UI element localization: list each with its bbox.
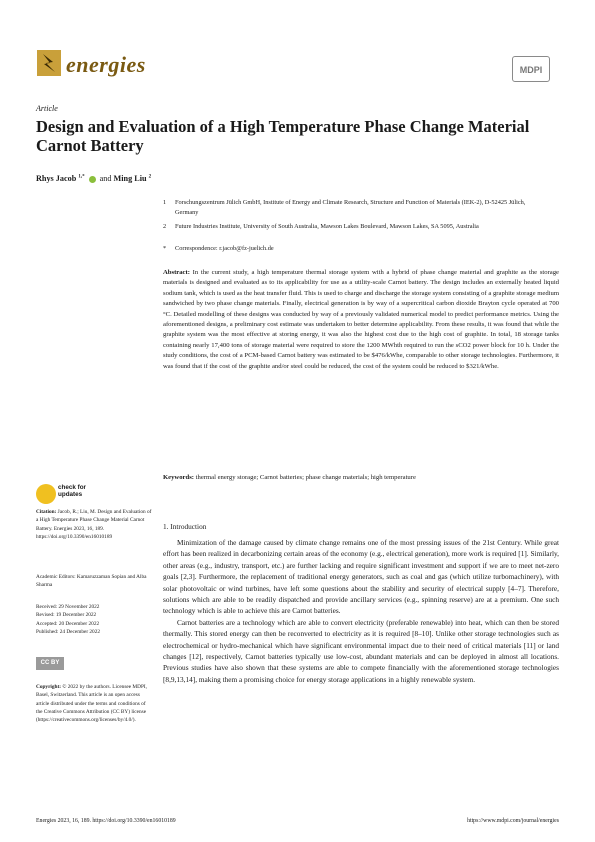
author-name[interactable]: Ming Liu xyxy=(113,174,147,183)
correspondence xyxy=(163,244,550,254)
page-title: Design and Evaluation of a High Temperature Phase Change Material Carnot Battery xyxy=(36,117,530,155)
body-paragraph: Carnot batteries are a technology which are able to convert electricity (preferable renewable) into heat, which can then be stored thermally. This stored energy can then be reconverted to electricity as it is required [8–10]. Unlike other storage technologies such as electrochemical or hydro-mechanical which have significant environmental impact due to their need of critical materials [11] or land changes [12], respectively, Carnot batteries typically use low-cost, abundant materials and can be deployed in almost all locations. Previous studies have also shown that these systems are able to compete financially with the aforementioned storage technologies [8,9,13,14], making them a promising choice for energy storage applications in a highly renewable system. xyxy=(163,617,559,684)
author-affiliation-marker: 1,* xyxy=(78,174,85,180)
date-value: 29 November 2022 xyxy=(58,604,100,610)
citation xyxy=(36,508,152,541)
cc-license-badge[interactable]: CC BY xyxy=(36,657,64,670)
check-line: check for xyxy=(58,484,86,491)
editors-label: Academic Editors: xyxy=(36,574,76,580)
publisher-logo: MDPI xyxy=(512,56,550,82)
abstract-text: In the current study, a high temperature thermal storage system with a hybrid of phase change material and graphite as the storage materials is designed and evaluated as to its applicability for use as a utility-scale Carnot battery. The design includes an externally heated liquid sodium tank, which is used as the heat transfer fluid. This is used to charge and discharge the storage system consisting of a graphite storage medium sandwiched by two phase change materials. Finally, electrical generation is by way of a supercritical carbon dioxide Brayton cycle operated at 700 °C. Detailed modelling of these designs was conducted by way of a previously validated numerical model to predict performance metrics. Using the aforementioned designs, a preliminary cost estimate was undertaken to better determine applicability. From these results, it was found that while the graphite system was the most effective at storing energy, it was also the highest cost due to the high cost of graphite. In total, 18 storage tanks containing nearly 17,400 tons of storage material were required to store the 1200 MWhth required to run the sCO2 power block for 10 h. Under the study conditions, the cost of a PCM-based Carnot battery was estimated to be $476/kWhe, comparable to other storage technologies. Furthermore, it was found that if the cost of the graphite and/or steel could be reduced, the cost of the system could be reduced to $321/kWhe. xyxy=(163,269,559,370)
correspondence-text: Correspondence: r.jacob@fz-juelich.de xyxy=(175,245,274,252)
date-row xyxy=(36,603,152,611)
author-list xyxy=(36,174,151,183)
footer-citation[interactable]: Energies 2023, 16, 189. https://doi.org/10.3390/en16010189 xyxy=(36,818,176,824)
copyright-text: © 2022 by the authors. Licensee MDPI, Basel, Switzerland. This article is an open access article distributed under the terms and conditions of the Creative Commons Attribution (CC BY) license (https://creativecommons.org/licenses/by/4.0/). xyxy=(36,684,147,724)
author-connector: and xyxy=(99,174,112,183)
check-line: updates xyxy=(58,491,83,498)
publication-dates xyxy=(36,603,152,636)
date-label: Received: xyxy=(36,604,58,610)
affiliation xyxy=(163,222,550,232)
affiliation-number: 2 xyxy=(163,223,167,230)
affiliation-text: Future Industries Institute, University of South Australia, Mawson Lakes Boulevard, Mawson Lakes, SA 5095, Australia xyxy=(175,223,479,230)
date-label: Accepted: xyxy=(36,620,58,627)
section-heading: 1. Introduction xyxy=(163,522,207,531)
copyright-label: Copyright: xyxy=(36,684,62,690)
date-row xyxy=(36,611,152,619)
citation-text: Jacob, R.; Liu, M. Design and Evaluation of a High Temperature Phase Change Material Carnot Battery. Energies 2023, 16, 189. https://doi.org/10.3390/en16010189 xyxy=(36,509,152,540)
affiliation-text: Forschungszentrum Jülich GmbH, Institute of Energy and Climate Research, Structure and Function of Materials (IEK-2), D-52425 Jülich, Germany xyxy=(175,199,526,216)
date-row xyxy=(36,628,152,636)
editors-text: Kamaruzzaman Sopian and Alba Sharma xyxy=(36,574,147,589)
date-label: Published: xyxy=(36,628,59,635)
copyright xyxy=(36,683,152,724)
academic-editors xyxy=(36,573,152,590)
affiliation-number: * xyxy=(163,245,167,252)
check-for-updates-icon[interactable] xyxy=(36,484,56,504)
date-label: Revised: xyxy=(36,612,55,619)
date-value: 20 December 2022 xyxy=(58,620,100,627)
date-row xyxy=(36,620,152,628)
orcid-icon[interactable] xyxy=(89,176,96,183)
affiliation xyxy=(163,198,550,217)
journal-name: energies xyxy=(66,52,146,77)
body-text xyxy=(163,537,559,685)
journal-logo-icon xyxy=(37,50,61,76)
date-value: 19 December 2022 xyxy=(55,612,97,619)
abstract xyxy=(163,268,559,372)
keywords-text: thermal energy storage; Carnot batteries; phase change materials; high temperature xyxy=(195,474,416,481)
date-value: 24 December 2022 xyxy=(59,628,101,635)
abstract-label: Abstract: xyxy=(163,269,190,276)
body-paragraph: Minimization of the damage caused by climate change remains one of the most pressing issues of the 21st Century. While great effort has been realized in decarbonizing certain areas of the economy (e.g., electrical generation), more work is required [1]. Similarly, other areas (e.g., industry, transport, etc.) are further lacking and require significant investment and support if we are to meet net-zero goals [2,3]. Furthermore, the replacement of traditional energy generators, such as coal and gas (which utilize turbomachinery), with solar photovoltaic or wind turbines, have left some questions about the stability and security of electrical supply [4–7]. Therefore, solutions which are able to be readily dispatched and provide ancillary services (e.g., spinning reserve) are at a premium. One such technology which is able to achieve this are Carnot batteries. xyxy=(163,538,559,616)
author-name[interactable]: Rhys Jacob xyxy=(36,174,77,183)
affiliation-number: 1 xyxy=(163,199,167,206)
author-affiliation-marker: 2 xyxy=(148,174,152,180)
footer-journal-url[interactable]: https://www.mdpi.com/journal/energies xyxy=(467,818,559,824)
check-for-updates-label[interactable] xyxy=(58,484,86,498)
article-type: Article xyxy=(36,104,58,113)
keywords xyxy=(163,473,559,483)
citation-label: Citation: xyxy=(36,509,57,515)
keywords-label: Keywords: xyxy=(163,474,194,481)
